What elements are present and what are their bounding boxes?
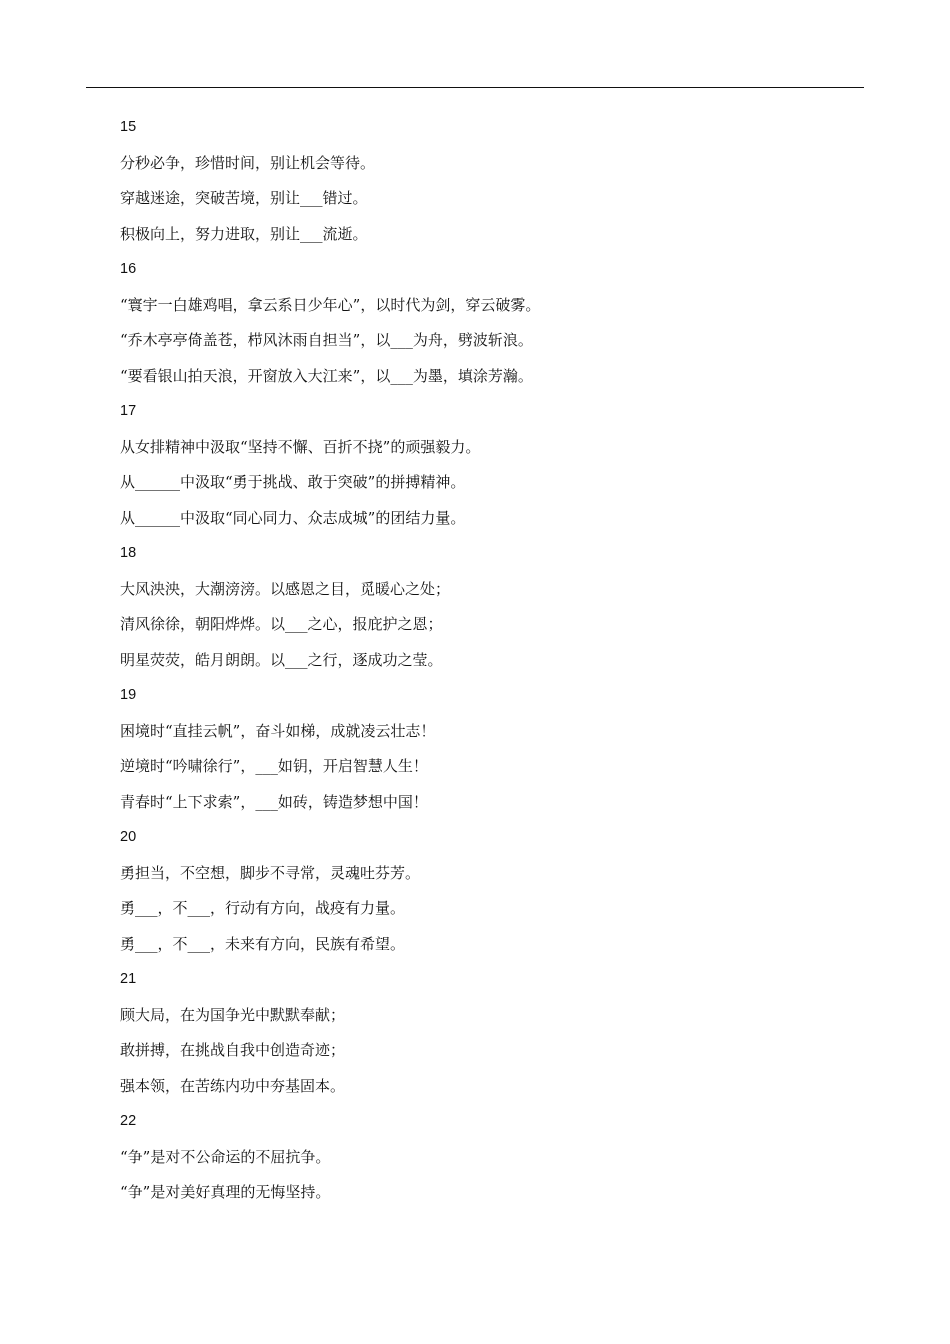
text-line: “寰宇一白雄鸡唱，拿云系日少年心”，以时代为剑，穿云破雾。 [120,295,541,314]
text-line: 勇担当，不空想，脚步不寻常，灵魂吐芬芳。 [120,863,421,882]
text-line: 困境时“直挂云帆”，奋斗如梯，成就凌云壮志！ [120,721,436,740]
section-number: 19 [120,687,137,703]
section-17 [120,396,850,538]
section-22 [120,1106,850,1213]
text-line: 穿越迷途，突破苦境，别让___错过。 [120,189,368,207]
text-line: 从______中汲取“勇于挑战、敢于突破”的拼搏精神。 [120,473,466,491]
section-18 [120,538,850,680]
document-body [120,112,850,1213]
text-line: 分秒必争，珍惜时间，别让机会等待。 [120,153,376,172]
text-line: 青春时“上下求索”，___如砖，铸造梦想中国！ [120,792,428,811]
text-line: “要看银山拍天浪，开窗放入大江来”，以___为墨，填涂芳瀚。 [120,366,533,385]
section-number: 15 [120,119,137,135]
text-line: 明星荧荧，皓月朗朗。以___之行，逐成功之莹。 [120,650,443,669]
text-line: “争”是对美好真理的无悔坚持。 [120,1183,331,1201]
text-line: 敢拼搏，在挑战自我中创造奇迹； [120,1041,346,1059]
header-rule [86,87,864,88]
section-number: 16 [120,261,137,277]
text-line: “争”是对不公命运的不屈抗争。 [120,1147,331,1166]
section-number: 17 [120,403,137,419]
text-line: 勇___，不___，行动有方向，战疫有力量。 [120,899,406,917]
text-line: 顾大局，在为国争光中默默奉献； [120,1005,346,1024]
text-line: 强本领，在苦练内功中夯基固本。 [120,1076,346,1095]
text-line: 从女排精神中汲取“坚持不懈、百折不挠”的顽强毅力。 [120,437,481,456]
section-16 [120,254,850,396]
section-number: 20 [120,829,137,845]
section-19 [120,680,850,822]
section-21 [120,964,850,1106]
text-line: 逆境时“吟啸徐行”，___如钥，开启智慧人生！ [120,757,428,775]
section-20 [120,822,850,964]
section-number: 22 [120,1113,137,1129]
text-line: 清风徐徐，朝阳烨烨。以___之心，报庇护之恩； [120,615,443,633]
section-number: 18 [120,545,137,561]
text-line: 大风泱泱，大潮滂滂。以感恩之目，觅暖心之处； [120,579,451,598]
text-line: “乔木亭亭倚盖苍，栉风沐雨自担当”，以___为舟，劈波斩浪。 [120,331,533,349]
text-line: 从______中汲取“同心同力、众志成城”的团结力量。 [120,508,466,527]
text-line: 积极向上，努力进取，别让___流逝。 [120,224,368,243]
text-line: 勇___，不___，未来有方向，民族有希望。 [120,934,406,953]
section-15 [120,112,850,254]
section-number: 21 [120,971,137,987]
